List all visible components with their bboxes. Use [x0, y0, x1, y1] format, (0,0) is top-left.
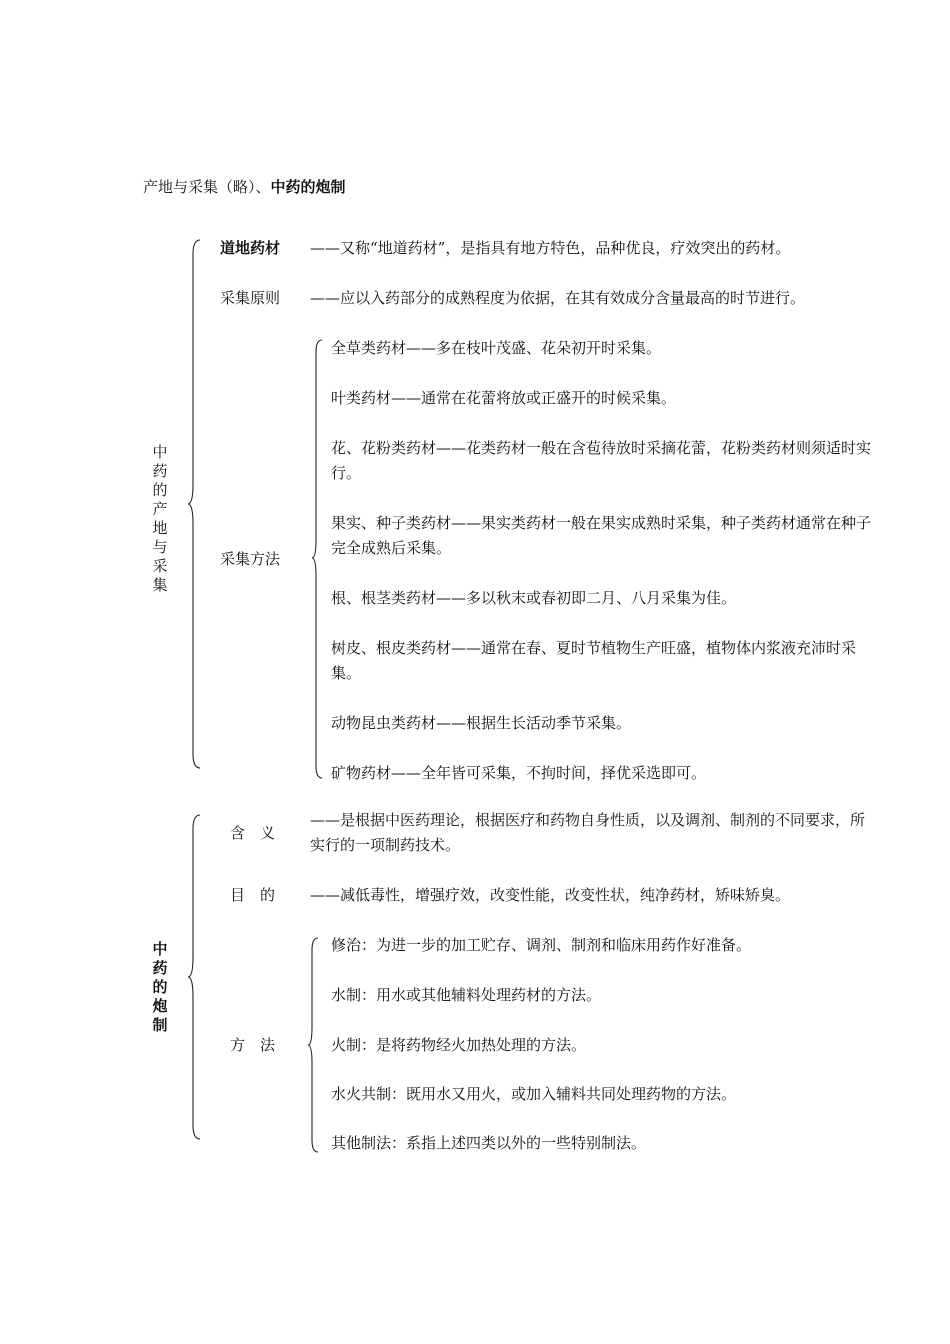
section1-methods-brace: [312, 340, 324, 778]
title-prefix: 产地与采集（略）、: [143, 178, 271, 196]
processing-item-water-fire: 水火共制：既用水又用火，或加入辅料共同处理药物的方法。: [331, 1085, 737, 1103]
method-item-root: 根、根茎类药材——多以秋末或春初即二月、八月采集为佳。: [331, 589, 737, 607]
section2-outer-brace: [188, 815, 202, 1139]
method-item-whole-herb: 全草类药材——多在枝叶茂盛、花朵初开时采集。: [331, 339, 662, 357]
section1-outer-brace: [188, 240, 202, 768]
method-item-animal: 动物昆虫类药材——根据生长活动季节采集。: [331, 714, 632, 732]
purpose-desc: ——减低毒性，增强疗效，改变性能，改变性状，纯净药材，矫味矫臭。: [310, 886, 791, 904]
processing-item-trimming: 修治：为进一步的加工贮存、调剂、制剂和临床用药作好准备。: [331, 936, 752, 954]
processing-item-fire: 火制：是将药物经火加热处理的方法。: [331, 1036, 587, 1054]
section2-methods-brace: [308, 938, 320, 1152]
method-term: 采集方法: [220, 550, 281, 568]
method-item-bark: 树皮、根皮类药材——通常在春、夏时节植物生产旺盛，植物体内浆液充沛时采集。: [331, 639, 857, 682]
method-item-fruit-seed: 果实、种子类药材——果实类药材一般在果实成熟时采集，种子类药材通常在种子完全成熟后采集。: [331, 514, 872, 557]
title-bold: 中药的炮制: [270, 178, 346, 196]
meaning-desc: ——是根据中医药理论，根据医疗和药物自身性质，以及调剂、制剂的不同要求，所实行的一项制药技术。: [310, 811, 866, 854]
meaning-term: 含 义: [230, 824, 276, 842]
principle-desc: ——应以入药部分的成熟程度为依据，在其有效成分含量最高的时节进行。: [310, 289, 806, 307]
daodi-term: 道地药材: [220, 239, 281, 257]
method-item-mineral: 矿物药材——全年皆可采集，不拘时间，择优采选即可。: [331, 764, 707, 782]
method-item-leaf: 叶类药材——通常在花蕾将放或正盛开的时候采集。: [331, 389, 677, 407]
section1-side-label: 中药的产地与采集: [152, 443, 168, 594]
daodi-desc: ——又称“地道药材”，是指具有地方特色，品种优良，疗效突出的药材。: [310, 239, 791, 257]
processing-item-water: 水制：用水或其他辅料处理药材的方法。: [331, 986, 602, 1004]
page-title: [143, 175, 346, 200]
processing-method-term: 方 法: [230, 1036, 276, 1054]
purpose-term: 目 的: [230, 886, 276, 904]
principle-term: 采集原则: [220, 289, 281, 307]
processing-item-other: 其他制法：系指上述四类以外的一些特别制法。: [331, 1134, 647, 1152]
method-item-flower: 花、花粉类药材——花类药材一般在含苞待放时采摘花蕾，花粉类药材则须适时实行。: [331, 439, 872, 482]
section2-side-label: 中药的炮制: [152, 940, 168, 1034]
